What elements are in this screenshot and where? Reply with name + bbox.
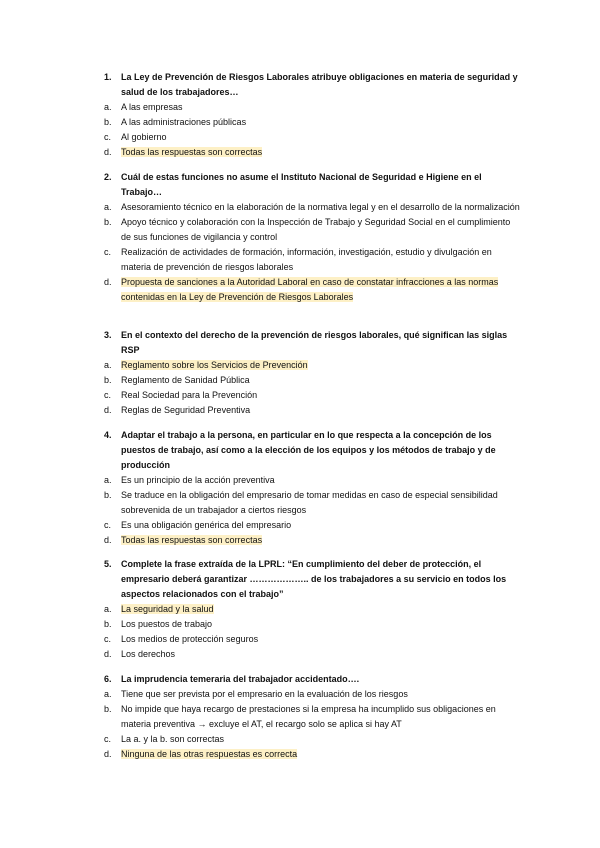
option-text: No impide que haya recargo de prestaciones si la empresa ha incumplido sus obligaciones en materia preventiva → excluye el AT, el recargo solo se aplica si hay AT	[121, 704, 496, 729]
question-number: 2.	[104, 172, 112, 182]
highlighted-answer: Todas las respuestas son correctas	[121, 147, 263, 157]
option-text: Los puestos de trabajo	[121, 619, 213, 629]
option-letter: d.	[104, 277, 112, 287]
option-d-correct[interactable]	[104, 533, 524, 548]
option-letter: a.	[104, 689, 112, 699]
question-2	[104, 170, 524, 305]
option-b[interactable]	[104, 215, 524, 245]
question-text: La imprudencia temeraria del trabajador accidentado….	[121, 674, 360, 684]
option-letter: c.	[104, 390, 112, 400]
question-number: 3.	[104, 330, 112, 340]
option-letter: b.	[104, 704, 112, 714]
option-letter: b.	[104, 117, 112, 127]
option-letter: a.	[104, 475, 112, 485]
option-letter: b.	[104, 619, 112, 629]
option-letter: d.	[104, 535, 112, 545]
option-letter: a.	[104, 102, 112, 112]
question-3	[104, 328, 524, 418]
option-a[interactable]	[104, 687, 524, 702]
option-letter: d.	[104, 405, 112, 415]
question-text: La Ley de Prevención de Riesgos Laborales atribuye obligaciones en materia de seguridad y salud de los trabajadores…	[121, 72, 518, 97]
option-letter: d.	[104, 147, 112, 157]
option-text: Apoyo técnico y colaboración con la Inspección de Trabajo y Seguridad Social en el cumplimiento de sus funciones de vigilancia y control	[121, 217, 511, 242]
option-text: Reglamento de Sanidad Pública	[121, 375, 250, 385]
option-b[interactable]	[104, 115, 524, 130]
option-c[interactable]	[104, 130, 524, 145]
option-a-correct[interactable]	[104, 602, 524, 617]
question-4	[104, 428, 524, 548]
highlighted-answer: Propuesta de sanciones a la Autoridad Laboral en caso de constatar infracciones a las normas contenidas en la Ley de Prevención de Riesgos Laborales	[121, 277, 499, 302]
option-b[interactable]	[104, 488, 524, 518]
option-a[interactable]	[104, 200, 524, 215]
question-5	[104, 557, 524, 662]
option-text: A las administraciones públicas	[121, 117, 247, 127]
option-letter: a.	[104, 360, 112, 370]
option-a[interactable]	[104, 100, 524, 115]
question-text: Complete la frase extraída de la LPRL: “En cumplimiento del deber de protección, el empresario deberá garantizar ……………….. de los trabajadores a su servicio en todos los aspectos relacionados con el trabajo”	[121, 559, 507, 599]
option-b[interactable]	[104, 373, 524, 388]
option-text: Reglas de Seguridad Preventiva	[121, 405, 251, 415]
option-text: Asesoramiento técnico en la elaboración de la normativa legal y en el desarrollo de la normalización	[121, 202, 520, 212]
option-letter: c.	[104, 247, 112, 257]
question-text: En el contexto del derecho de la prevención de riesgos laborales, qué significan las siglas RSP	[121, 330, 508, 355]
option-letter: c.	[104, 734, 112, 744]
option-a[interactable]	[104, 473, 524, 488]
option-letter: c.	[104, 520, 112, 530]
option-c[interactable]	[104, 732, 524, 747]
option-d-correct[interactable]	[104, 747, 524, 762]
option-text: Es un principio de la acción preventiva	[121, 475, 275, 485]
option-b[interactable]	[104, 617, 524, 632]
highlighted-answer: Todas las respuestas son correctas	[121, 535, 263, 545]
option-text: Es una obligación genérica del empresario	[121, 520, 292, 530]
option-letter: b.	[104, 375, 112, 385]
question-1	[104, 70, 524, 160]
option-text: Los derechos	[121, 649, 176, 659]
option-letter: d.	[104, 649, 112, 659]
option-text: A las empresas	[121, 102, 183, 112]
option-letter: c.	[104, 132, 112, 142]
question-number: 5.	[104, 559, 112, 569]
option-c[interactable]	[104, 632, 524, 647]
option-letter: d.	[104, 749, 112, 759]
option-letter: b.	[104, 217, 112, 227]
option-c[interactable]	[104, 518, 524, 533]
question-text: Adaptar el trabajo a la persona, en particular en lo que respecta a la concepción de los puestos de trabajo, así como a la elección de los equipos y los métodos de trabajo y de producción	[121, 430, 496, 470]
question-number: 4.	[104, 430, 112, 440]
option-letter: c.	[104, 634, 112, 644]
option-d[interactable]	[104, 647, 524, 662]
option-text: Se traduce en la obligación del empresario de tomar medidas en caso de especial sensibilidad sobrevenida de un trabajador a ciertos riesgos	[121, 490, 498, 515]
option-d[interactable]	[104, 403, 524, 418]
highlighted-answer: Reglamento sobre los Servicios de Prevención	[121, 360, 308, 370]
option-text: Los medios de protección seguros	[121, 634, 259, 644]
option-text: Real Sociedad para la Prevención	[121, 390, 258, 400]
question-6	[104, 672, 524, 762]
option-text: Al gobierno	[121, 132, 167, 142]
highlighted-answer: Ninguna de las otras respuestas es correcta	[121, 749, 298, 759]
option-text: Realización de actividades de formación, información, investigación, estudio y divulgación en materia de prevención de riesgos laborales	[121, 247, 492, 272]
option-d-correct[interactable]	[104, 275, 524, 305]
question-text: Cuál de estas funciones no asume el Instituto Nacional de Seguridad e Higiene en el Trabajo…	[121, 172, 482, 197]
question-number: 1.	[104, 72, 112, 82]
option-text: Tiene que ser prevista por el empresario en la evaluación de los riesgos	[121, 689, 408, 699]
option-letter: a.	[104, 202, 112, 212]
option-a-correct[interactable]	[104, 358, 524, 373]
highlighted-answer: La seguridad y la salud	[121, 604, 214, 614]
option-c[interactable]	[104, 388, 524, 403]
option-letter: a.	[104, 604, 112, 614]
option-b[interactable]	[104, 702, 524, 732]
option-d-correct[interactable]	[104, 145, 524, 160]
option-text: La a. y la b. son correctas	[121, 734, 225, 744]
option-c[interactable]	[104, 245, 524, 275]
question-number: 6.	[104, 674, 112, 684]
option-letter: b.	[104, 490, 112, 500]
